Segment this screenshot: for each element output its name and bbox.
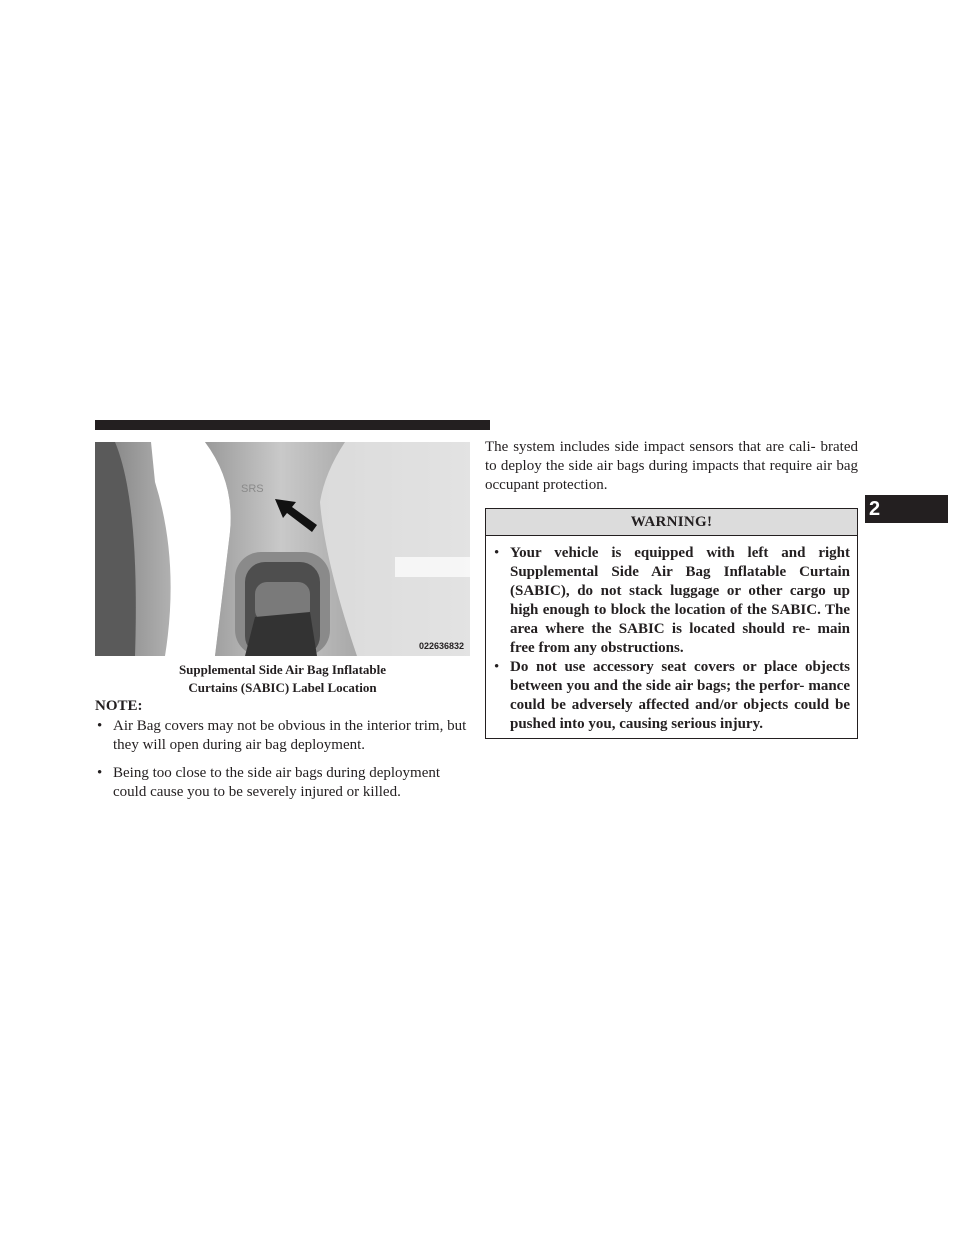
note-bullet-text: Being too close to the side air bags during deployment could cause you to be severely injured or killed.: [113, 765, 441, 800]
warning-item-text: Do not use accessory seat covers or place objects between you and the side air bags; the perfor- mance could be adversely affected and/or objects could be pushed into you, causing serious injury.: [510, 659, 850, 732]
bullet-icon: •: [494, 659, 500, 675]
bullet-icon: •: [494, 545, 500, 561]
warning-item: [486, 658, 857, 734]
body-paragraph: The system includes side impact sensors that are cali- brated to deploy the side air bags during impacts that require air bag occupant protection.: [485, 439, 858, 493]
bullet-icon: •: [97, 765, 103, 781]
caption-line-1: Supplemental Side Air Bag Inflatable: [178, 662, 387, 677]
warning-item: [486, 544, 857, 658]
bullet-icon: •: [97, 718, 103, 734]
warning-title: WARNING!: [486, 509, 857, 536]
note-bullet-text: Air Bag covers may not be obvious in the interior trim, but they will open during air bag deployment.: [113, 718, 467, 753]
warning-box: [485, 508, 858, 739]
chapter-tab: 2: [865, 495, 948, 523]
figure-caption: [95, 661, 470, 697]
note-heading: NOTE:: [95, 698, 143, 714]
note-bullet: [95, 717, 473, 755]
srs-embossed-label: SRS: [241, 483, 264, 495]
warning-item-text: Your vehicle is equipped with left and right Supplemental Side Air Bag Inflatable Curtain (SABIC), do not stack luggage or other cargo up high enough to block the location of the SABIC. The area where the SABIC is located should re- main free from any obstructions.: [510, 545, 850, 656]
section-rule: [95, 420, 490, 430]
note-bullet: [95, 764, 473, 802]
caption-line-2: Curtains (SABIC) Label Location: [188, 680, 377, 695]
sabic-label-photo: [95, 442, 470, 656]
figure-code: 022636832: [418, 641, 464, 651]
